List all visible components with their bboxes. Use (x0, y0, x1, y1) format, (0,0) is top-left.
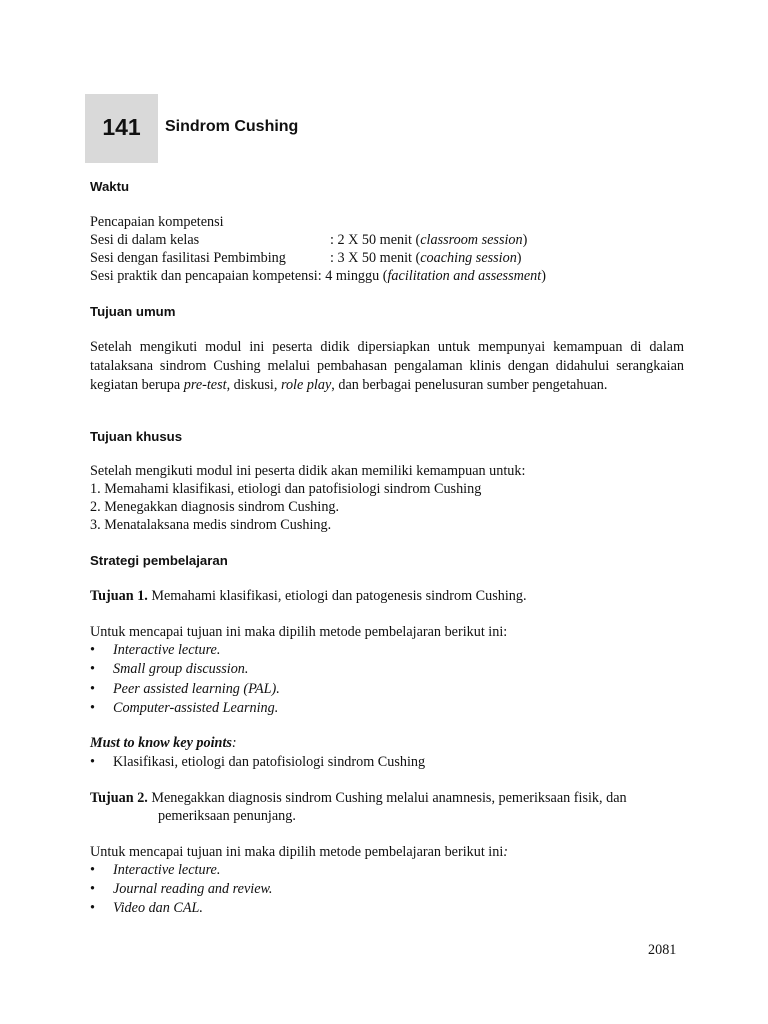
tujuan-1-line (90, 587, 527, 605)
tujuan-1-text: Memahami klasifikasi, etiologi dan patogenesis sindrom Cushing. (147, 588, 527, 604)
waktu-row-close: ) (522, 232, 528, 248)
tujuan-umum-paragraph (90, 338, 684, 395)
method-intro-2-text: Untuk mencapai tujuan ini maka dipilih metode pembelajaran berikut ini (90, 844, 504, 860)
method-intro-2-colon: : (503, 844, 509, 860)
key-point-text: Klasifikasi, etiologi dan patofisiologi sindrom Cushing (113, 754, 426, 770)
waktu-row-label: Sesi di dalam kelas (90, 232, 200, 248)
waktu-row-italic: classroom session (420, 232, 523, 248)
method-item-text: Computer-assisted Learning. (113, 700, 279, 716)
waktu-intro: Pencapaian kompetensi (90, 214, 224, 230)
tujuan-2-continuation: pemeriksaan penunjang. (158, 808, 296, 824)
waktu-row-classroom (90, 231, 528, 249)
method-item-text: Small group discussion. (113, 661, 249, 677)
tujuan-umum-text-1: Setelah mengikuti modul ini peserta didik dipersiapkan untuk mempunyai kemampuan di dalam tatalaksana sindrom Cushing melalui pembahasan pengalaman klinis dengan didahului serangkaian kegiatan berupa (90, 339, 684, 393)
waktu-row-coaching (90, 249, 522, 267)
tujuan-umum-italic-1: pre-test (183, 377, 227, 393)
method-item: • Journal reading and review. (90, 881, 273, 897)
key-point-item: • Klasifikasi, etiologi dan patofisiologi sindrom Cushing (90, 754, 426, 770)
tujuan-umum-text-2: , diskusi, (226, 377, 281, 393)
waktu-last-close: ) (541, 268, 546, 284)
tujuan-1-label: Tujuan 1. (90, 588, 148, 604)
method-intro-2 (90, 843, 508, 861)
tujuan-khusus-intro: Setelah mengikuti modul ini peserta didik akan memiliki kemampuan untuk: (90, 463, 526, 479)
waktu-last-text: Sesi praktik dan pencapaian kompetensi: 4 minggu ( (90, 268, 388, 284)
tujuan-khusus-item: 2. Menegakkan diagnosis sindrom Cushing. (90, 499, 340, 515)
method-item: • Computer-assisted Learning. (90, 700, 279, 716)
method-item: • Interactive lecture. (90, 862, 221, 878)
method-item: • Peer assisted learning (PAL). (90, 681, 280, 697)
method-intro-1: Untuk mencapai tujuan ini maka dipilih metode pembelajaran berikut ini: (90, 624, 508, 640)
method-item-text: Interactive lecture. (113, 642, 221, 658)
waktu-row-label: Sesi dengan fasilitasi Pembimbing (90, 250, 286, 266)
tujuan-umum-heading: Tujuan umum (90, 304, 176, 319)
waktu-last-italic: facilitation and assessment (387, 268, 542, 284)
key-points-label: Must to know key points (90, 735, 232, 751)
tujuan-khusus-item: 3. Menatalaksana medis sindrom Cushing. (90, 517, 332, 533)
tujuan-2-line (90, 789, 627, 807)
method-item: • Small group discussion. (90, 661, 249, 677)
method-item-text: Peer assisted learning (PAL). (113, 681, 280, 697)
method-item-text: Video dan CAL. (113, 900, 203, 916)
waktu-row-close: ) (516, 250, 522, 266)
waktu-row-value: : 3 X 50 menit ( (330, 250, 421, 266)
method-item: • Interactive lecture. (90, 642, 221, 658)
tujuan-khusus-item: 1. Memahami klasifikasi, etiologi dan patofisiologi sindrom Cushing (90, 481, 482, 497)
waktu-row-italic: coaching session (420, 250, 517, 266)
method-item: • Video dan CAL. (90, 900, 203, 916)
waktu-row-value: : 2 X 50 menit ( (330, 232, 421, 248)
tujuan-khusus-heading: Tujuan khusus (90, 429, 183, 444)
chapter-number: 141 (102, 114, 141, 140)
tujuan-umum-italic-2: role play (280, 377, 332, 393)
method-item-text: Interactive lecture. (113, 862, 221, 878)
strategi-heading: Strategi pembelajaran (90, 553, 228, 568)
method-item-text: Journal reading and review. (113, 881, 273, 897)
tujuan-2-label: Tujuan 2. (90, 790, 148, 806)
key-points-colon: : (231, 735, 237, 751)
key-points-heading (90, 734, 237, 752)
tujuan-umum-text-3: , dan berbagai penelusuran sumber pengetahuan. (331, 377, 608, 393)
page-number: 2081 (648, 942, 677, 958)
chapter-number-box (85, 94, 158, 163)
waktu-heading: Waktu (90, 179, 130, 194)
tujuan-2-text: Menegakkan diagnosis sindrom Cushing melalui anamnesis, pemeriksaan fisik, dan (147, 790, 627, 806)
waktu-row-practice (90, 267, 546, 285)
chapter-title: Sindrom Cushing (165, 118, 299, 135)
